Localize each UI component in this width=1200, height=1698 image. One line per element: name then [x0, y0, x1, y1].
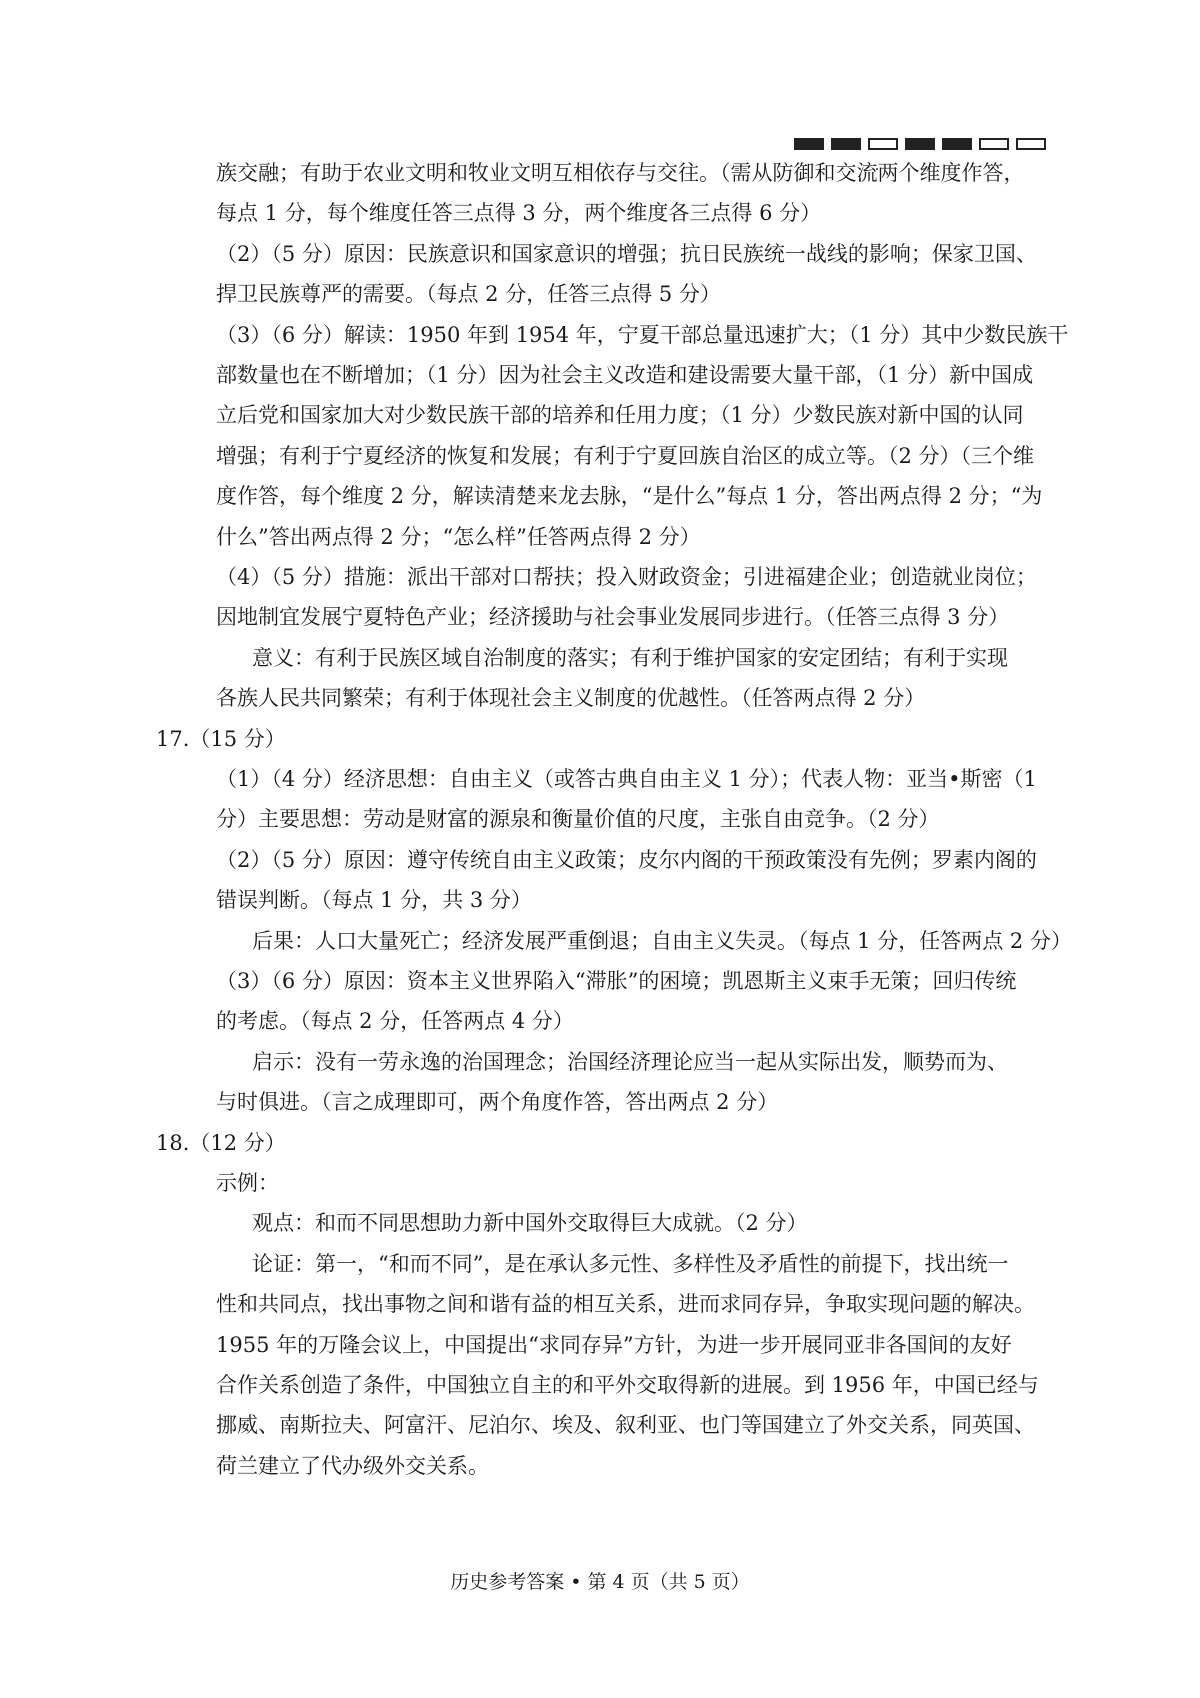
- text-line: 18.（12 分）: [156, 1130, 286, 1155]
- text-line: （1）（4 分）经济思想：自由主义（或答古典自由主义 1 分）；代表人物：亚当•斯密（1: [216, 767, 1037, 791]
- header-marks: [794, 138, 1046, 150]
- text-line: 示例：: [216, 1171, 279, 1195]
- header-mark: [979, 138, 1009, 150]
- header-mark: [942, 138, 972, 150]
- text-line: 捍卫民族尊严的需要。（每点 2 分，任答三点得 5 分）: [216, 282, 721, 307]
- header-mark: [868, 138, 898, 150]
- text-line: 观点：和而不同思想助力新中国外交取得巨大成就。（2 分）: [252, 1211, 808, 1236]
- header-mark: [794, 138, 824, 150]
- text-line: （2）（5 分）原因：遵守传统自由主义政策；皮尔内阁的干预政策没有先例；罗素内阁的: [216, 847, 1037, 872]
- text-line: （2）（5 分）原因：民族意识和国家意识的增强；抗日民族统一战线的影响；保家卫国、: [216, 241, 1037, 266]
- text-line: 挪威、南斯拉夫、阿富汗、尼泊尔、埃及、叙利亚、也门等国建立了外交关系，同英国、: [216, 1413, 1035, 1438]
- text-line: 每点 1 分，每个维度任答三点得 3 分，两个维度各三点得 6 分）: [216, 201, 822, 226]
- text-line: 立后党和国家加大对少数民族干部的培养和任用力度；（1 分）少数民族对新中国的认同: [216, 403, 1024, 428]
- text-line: 的考虑。（每点 2 分，任答两点 4 分）: [216, 1009, 574, 1034]
- text-line: 1955 年的万隆会议上，中国提出“求同存异”方针，为进一步开展同亚非各国间的友好: [216, 1332, 1012, 1357]
- text-line: （3）（6 分）解读：1950 年到 1954 年，宁夏干部总量迅速扩大；（1 分）其中少数民族干: [216, 322, 1069, 347]
- text-line: 性和共同点，找出事物之间和谐有益的相互关系，进而求同存异，争取实现问题的解决。: [216, 1292, 1035, 1317]
- text-line: 合作关系创造了条件，中国独立自主的和平外交取得新的进展。到 1956 年，中国已经与: [216, 1373, 1039, 1397]
- text-line: 族交融；有助于农业文明和牧业文明互相依存与交往。（需从防御和交流两个维度作答，: [216, 161, 1025, 185]
- text-line: 度作答，每个维度 2 分，解读清楚来龙去脉，“是什么”每点 1 分，答出两点得 2 分；“为: [216, 484, 1043, 509]
- text-line: 因地制宜发展宁夏特色产业；经济援助与社会事业发展同步进行。（任答三点得 3 分）: [216, 605, 1010, 630]
- text-line: 各族人民共同繁荣；有利于体现社会主义制度的优越性。（任答两点得 2 分）: [216, 686, 926, 711]
- text-line: （3）（6 分）原因：资本主义世界陷入“滞胀”的困境；凯恩斯主义束手无策；回归传统: [216, 969, 1017, 993]
- header-mark: [905, 138, 935, 150]
- text-line: 荷兰建立了代办级外交关系。: [216, 1453, 489, 1478]
- text-line: 错误判断。（每点 1 分，共 3 分）: [216, 888, 532, 913]
- page-footer: 历史参考答案 • 第 4 页（共 5 页）: [450, 1571, 750, 1593]
- text-line: 与时俱进。（言之成理即可，两个角度作答，答出两点 2 分）: [216, 1090, 779, 1115]
- text-line: 意义：有利于民族区域自治制度的落实；有利于维护国家的安定团结；有利于实现: [252, 645, 1008, 670]
- text-line: 部数量也在不断增加；（1 分）因为社会主义改造和建设需要大量干部，（1 分）新中国成: [216, 363, 1034, 387]
- text-line: （4）（5 分）措施：派出干部对口帮扶；投入财政资金；引进福建企业；创造就业岗位；: [216, 565, 1037, 589]
- text-line: 17.（15 分）: [156, 726, 286, 751]
- header-mark: [1016, 138, 1046, 150]
- text-line: 分）主要思想：劳动是财富的源泉和衡量价值的尺度，主张自由竞争。（2 分）: [216, 807, 940, 832]
- text-line: 什么”答出两点得 2 分；“怎么样”任答两点得 2 分）: [216, 524, 701, 549]
- header-mark: [831, 138, 861, 150]
- text-line: 增强；有利于宁夏经济的恢复和发展；有利于宁夏回族自治区的成立等。（2 分）（三个维: [216, 443, 1035, 468]
- text-line: 后果：人口大量死亡；经济发展严重倒退；自由主义失灵。（每点 1 分，任答两点 2 分）: [252, 928, 1072, 953]
- text-line: 启示：没有一劳永逸的治国理念；治国经济理论应当一起从实际出发，顺势而为、: [252, 1049, 1008, 1074]
- text-line: 论证：第一，“和而不同”，是在承认多元性、多样性及矛盾性的前提下，找出统一: [252, 1251, 1009, 1276]
